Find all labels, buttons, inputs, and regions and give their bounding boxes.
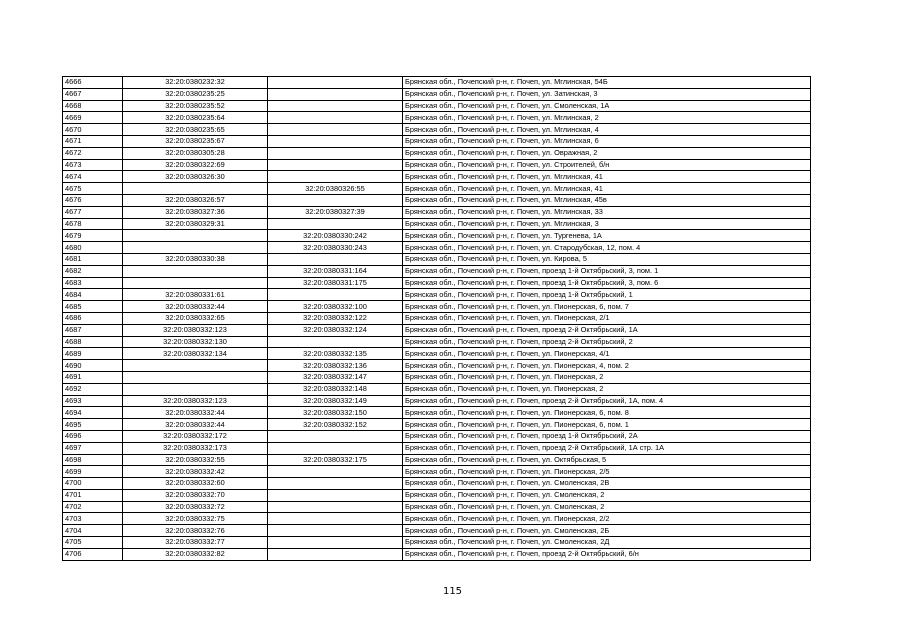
building-cadastral-number-cell: 32:20:0380327:39: [268, 206, 403, 218]
cadastral-number-cell: 32:20:0380329:31: [123, 218, 268, 230]
building-cadastral-number-cell: 32:20:0380332:175: [268, 454, 403, 466]
address-cell: Брянская обл., Почепский р-н, г. Почеп, ул. Октябрьская, 5: [403, 454, 811, 466]
page-number: 115: [442, 586, 463, 597]
row-number-cell: 4682: [63, 265, 123, 277]
table-row: [63, 454, 811, 466]
row-number-cell: 4697: [63, 442, 123, 454]
table-row: [63, 88, 811, 100]
row-number-cell: 4680: [63, 242, 123, 254]
row-number-cell: 4687: [63, 324, 123, 336]
table-row: [63, 336, 811, 348]
table-row: [63, 289, 811, 301]
cadastral-number-cell: [123, 277, 268, 289]
address-cell: Брянская обл., Почепский р-н, г. Почеп, проезд 2-й Октябрьский, 1А, пом. 4: [403, 395, 811, 407]
row-number-cell: 4683: [63, 277, 123, 289]
row-number-cell: 4701: [63, 489, 123, 501]
cadastral-number-cell: 32:20:0380232:32: [123, 77, 268, 89]
building-cadastral-number-cell: 32:20:0380332:147: [268, 371, 403, 383]
table-row: [63, 312, 811, 324]
row-number-cell: 4670: [63, 124, 123, 136]
cadastral-number-cell: 32:20:0380332:55: [123, 454, 268, 466]
table-row: [63, 407, 811, 419]
table-row: [63, 360, 811, 372]
address-cell: Брянская обл., Почепский р-н, г. Почеп, ул. Пионерская, 4/1: [403, 348, 811, 360]
building-cadastral-number-cell: [268, 159, 403, 171]
row-number-cell: 4675: [63, 183, 123, 195]
address-cell: Брянская обл., Почепский р-н, г. Почеп, ул. Мглинская, 33: [403, 206, 811, 218]
building-cadastral-number-cell: 32:20:0380331:175: [268, 277, 403, 289]
cadastral-number-cell: 32:20:0380332:82: [123, 548, 268, 560]
address-cell: Брянская обл., Почепский р-н, г. Почеп, проезд 2-й Октябрьский, 1А: [403, 324, 811, 336]
building-cadastral-number-cell: [268, 548, 403, 560]
row-number-cell: 4696: [63, 430, 123, 442]
cadastral-number-cell: 32:20:0380332:44: [123, 301, 268, 313]
building-cadastral-number-cell: 32:20:0380332:136: [268, 360, 403, 372]
cadastral-table: [62, 76, 811, 561]
building-cadastral-number-cell: [268, 537, 403, 549]
address-cell: Брянская обл., Почепский р-н, г. Почеп, ул. Строителей, б/н: [403, 159, 811, 171]
address-cell: Брянская обл., Почепский р-н, г. Почеп, ул. Мглинская, 2: [403, 112, 811, 124]
building-cadastral-number-cell: [268, 501, 403, 513]
cadastral-number-cell: 32:20:0380235:67: [123, 135, 268, 147]
table-row: [63, 489, 811, 501]
row-number-cell: 4704: [63, 525, 123, 537]
table-row: [63, 442, 811, 454]
row-number-cell: 4690: [63, 360, 123, 372]
address-cell: Брянская обл., Почепский р-н, г. Почеп, ул. Мглинская, 41: [403, 171, 811, 183]
building-cadastral-number-cell: [268, 336, 403, 348]
building-cadastral-number-cell: [268, 135, 403, 147]
cadastral-number-cell: 32:20:0380235:25: [123, 88, 268, 100]
cadastral-number-cell: [123, 183, 268, 195]
address-cell: Брянская обл., Почепский р-н, г. Почеп, ул. Пионерская, 4, пом. 2: [403, 360, 811, 372]
table-row: [63, 277, 811, 289]
row-number-cell: 4692: [63, 383, 123, 395]
cadastral-number-cell: 32:20:0380235:52: [123, 100, 268, 112]
row-number-cell: 4668: [63, 100, 123, 112]
building-cadastral-number-cell: [268, 171, 403, 183]
cadastral-number-cell: 32:20:0380332:123: [123, 324, 268, 336]
row-number-cell: 4702: [63, 501, 123, 513]
address-cell: Брянская обл., Почепский р-н, г. Почеп, ул. Пионерская, 6, пом. 1: [403, 419, 811, 431]
cadastral-number-cell: 32:20:0380332:60: [123, 478, 268, 490]
cadastral-number-cell: [123, 371, 268, 383]
table-row: [63, 478, 811, 490]
building-cadastral-number-cell: [268, 88, 403, 100]
building-cadastral-number-cell: [268, 489, 403, 501]
cadastral-number-cell: [123, 230, 268, 242]
table-row: [63, 501, 811, 513]
address-cell: Брянская обл., Почепский р-н, г. Почеп, ул. Овражная, 2: [403, 147, 811, 159]
row-number-cell: 4693: [63, 395, 123, 407]
address-cell: Брянская обл., Почепский р-н, г. Почеп, ул. Мглинская, 45в: [403, 194, 811, 206]
table-row: [63, 194, 811, 206]
row-number-cell: 4677: [63, 206, 123, 218]
table-row: [63, 112, 811, 124]
cadastral-number-cell: 32:20:0380332:173: [123, 442, 268, 454]
address-cell: Брянская обл., Почепский р-н, г. Почеп, проезд 1-й Октябрьский, 1: [403, 289, 811, 301]
row-number-cell: 4674: [63, 171, 123, 183]
cadastral-number-cell: 32:20:0380235:65: [123, 124, 268, 136]
address-cell: Брянская обл., Почепский р-н, г. Почеп, ул. Пионерская, 2/1: [403, 312, 811, 324]
building-cadastral-number-cell: 32:20:0380332:124: [268, 324, 403, 336]
building-cadastral-number-cell: 32:20:0380332:135: [268, 348, 403, 360]
building-cadastral-number-cell: 32:20:0380332:122: [268, 312, 403, 324]
table-row: [63, 525, 811, 537]
building-cadastral-number-cell: 32:20:0380332:149: [268, 395, 403, 407]
address-cell: Брянская обл., Почепский р-н, г. Почеп, ул. Мглинская, 54Б: [403, 77, 811, 89]
address-cell: Брянская обл., Почепский р-н, г. Почеп, ул. Кирова, 5: [403, 253, 811, 265]
building-cadastral-number-cell: [268, 430, 403, 442]
row-number-cell: 4695: [63, 419, 123, 431]
building-cadastral-number-cell: [268, 218, 403, 230]
address-cell: Брянская обл., Почепский р-н, г. Почеп, ул. Пионерская, 2/2: [403, 513, 811, 525]
table-row: [63, 183, 811, 195]
cadastral-number-cell: 32:20:0380332:130: [123, 336, 268, 348]
table-row: [63, 466, 811, 478]
cadastral-number-cell: 32:20:0380331:61: [123, 289, 268, 301]
address-cell: Брянская обл., Почепский р-н, г. Почеп, ул. Пионерская, 2: [403, 383, 811, 395]
address-cell: Брянская обл., Почепский р-н, г. Почеп, ул. Мглинская, 4: [403, 124, 811, 136]
cadastral-number-cell: 32:20:0380326:57: [123, 194, 268, 206]
building-cadastral-number-cell: [268, 147, 403, 159]
cadastral-number-cell: 32:20:0380332:77: [123, 537, 268, 549]
table-row: [63, 253, 811, 265]
row-number-cell: 4672: [63, 147, 123, 159]
building-cadastral-number-cell: 32:20:0380332:152: [268, 419, 403, 431]
address-cell: Брянская обл., Почепский р-н, г. Почеп, проезд 2-й Октябрьский, 6/н: [403, 548, 811, 560]
building-cadastral-number-cell: [268, 525, 403, 537]
address-cell: Брянская обл., Почепский р-н, г. Почеп, проезд 1-й Октябрьский, 3, пом. 1: [403, 265, 811, 277]
row-number-cell: 4669: [63, 112, 123, 124]
table-row: [63, 147, 811, 159]
cadastral-number-cell: 32:20:0380332:72: [123, 501, 268, 513]
cadastral-number-cell: 32:20:0380332:134: [123, 348, 268, 360]
table-row: [63, 124, 811, 136]
cadastral-number-cell: 32:20:0380332:172: [123, 430, 268, 442]
building-cadastral-number-cell: 32:20:0380326:55: [268, 183, 403, 195]
building-cadastral-number-cell: [268, 112, 403, 124]
row-number-cell: 4676: [63, 194, 123, 206]
address-cell: Брянская обл., Почепский р-н, г. Почеп, ул. Смоленская, 2В: [403, 478, 811, 490]
address-cell: Брянская обл., Почепский р-н, г. Почеп, ул. Мглинская, 3: [403, 218, 811, 230]
table-row: [63, 242, 811, 254]
building-cadastral-number-cell: [268, 100, 403, 112]
cadastral-number-cell: 32:20:0380332:42: [123, 466, 268, 478]
table-body: [63, 77, 811, 561]
building-cadastral-number-cell: [268, 124, 403, 136]
address-cell: Брянская обл., Почепский р-н, г. Почеп, ул. Мглинская, 6: [403, 135, 811, 147]
building-cadastral-number-cell: [268, 289, 403, 301]
row-number-cell: 4671: [63, 135, 123, 147]
table-row: [63, 537, 811, 549]
address-cell: Брянская обл., Почепский р-н, г. Почеп, ул. Смоленская, 2: [403, 489, 811, 501]
cadastral-number-cell: [123, 360, 268, 372]
table-row: [63, 265, 811, 277]
table-row: [63, 77, 811, 89]
row-number-cell: 4705: [63, 537, 123, 549]
table-row: [63, 513, 811, 525]
address-cell: Брянская обл., Почепский р-н, г. Почеп, проезд 2-й Октябрьский, 2: [403, 336, 811, 348]
table-row: [63, 419, 811, 431]
table-row: [63, 218, 811, 230]
address-cell: Брянская обл., Почепский р-н, г. Почеп, проезд 1-й Октябрьский, 3, пом. 6: [403, 277, 811, 289]
row-number-cell: 4694: [63, 407, 123, 419]
row-number-cell: 4689: [63, 348, 123, 360]
building-cadastral-number-cell: [268, 194, 403, 206]
address-cell: Брянская обл., Почепский р-н, г. Почеп, ул. Тургенева, 1А: [403, 230, 811, 242]
table-row: [63, 324, 811, 336]
building-cadastral-number-cell: 32:20:0380332:150: [268, 407, 403, 419]
row-number-cell: 4691: [63, 371, 123, 383]
row-number-cell: 4706: [63, 548, 123, 560]
address-cell: Брянская обл., Почепский р-н, г. Почеп, ул. Смоленская, 2: [403, 501, 811, 513]
building-cadastral-number-cell: 32:20:0380331:164: [268, 265, 403, 277]
address-cell: Брянская обл., Почепский р-н, г. Почеп, ул. Мглинская, 41: [403, 183, 811, 195]
cadastral-number-cell: 32:20:0380305:28: [123, 147, 268, 159]
cadastral-number-cell: 32:20:0380330:38: [123, 253, 268, 265]
building-cadastral-number-cell: [268, 77, 403, 89]
address-cell: Брянская обл., Почепский р-н, г. Почеп, ул. Пионерская, 2/5: [403, 466, 811, 478]
cadastral-number-cell: 32:20:0380332:70: [123, 489, 268, 501]
address-cell: Брянская обл., Почепский р-н, г. Почеп, проезд 1-й Октябрьский, 2А: [403, 430, 811, 442]
cadastral-number-cell: [123, 383, 268, 395]
table-row: [63, 171, 811, 183]
building-cadastral-number-cell: [268, 466, 403, 478]
address-cell: Брянская обл., Почепский р-н, г. Почеп, ул. Затинская, 3: [403, 88, 811, 100]
table-row: [63, 206, 811, 218]
address-cell: Брянская обл., Почепский р-н, г. Почеп, проезд 2-й Октябрьский, 1А стр. 1А: [403, 442, 811, 454]
building-cadastral-number-cell: [268, 478, 403, 490]
building-cadastral-number-cell: [268, 442, 403, 454]
address-cell: Брянская обл., Почепский р-н, г. Почеп, ул. Пионерская, 6, пом. 7: [403, 301, 811, 313]
cadastral-number-cell: 32:20:0380332:44: [123, 419, 268, 431]
address-cell: Брянская обл., Почепский р-н, г. Почеп, ул. Пионерская, 2: [403, 371, 811, 383]
row-number-cell: 4703: [63, 513, 123, 525]
cadastral-number-cell: 32:20:0380332:65: [123, 312, 268, 324]
cadastral-number-cell: 32:20:0380332:123: [123, 395, 268, 407]
cadastral-number-cell: [123, 265, 268, 277]
row-number-cell: 4684: [63, 289, 123, 301]
building-cadastral-number-cell: 32:20:0380332:148: [268, 383, 403, 395]
table-row: [63, 100, 811, 112]
building-cadastral-number-cell: 32:20:0380330:243: [268, 242, 403, 254]
table-row: [63, 135, 811, 147]
row-number-cell: 4699: [63, 466, 123, 478]
row-number-cell: 4688: [63, 336, 123, 348]
row-number-cell: 4698: [63, 454, 123, 466]
table-row: [63, 383, 811, 395]
table-row: [63, 371, 811, 383]
table-row: [63, 548, 811, 560]
table-row: [63, 230, 811, 242]
row-number-cell: 4666: [63, 77, 123, 89]
cadastral-number-cell: [123, 242, 268, 254]
address-cell: Брянская обл., Почепский р-н, г. Почеп, ул. Смоленская, 2Д: [403, 537, 811, 549]
table-row: [63, 301, 811, 313]
table-row: [63, 348, 811, 360]
cadastral-number-cell: 32:20:0380332:75: [123, 513, 268, 525]
table-row: [63, 395, 811, 407]
address-cell: Брянская обл., Почепский р-н, г. Почеп, ул. Смоленская, 1А: [403, 100, 811, 112]
cadastral-number-cell: 32:20:0380332:44: [123, 407, 268, 419]
row-number-cell: 4667: [63, 88, 123, 100]
row-number-cell: 4678: [63, 218, 123, 230]
building-cadastral-number-cell: [268, 253, 403, 265]
row-number-cell: 4700: [63, 478, 123, 490]
building-cadastral-number-cell: 32:20:0380330:242: [268, 230, 403, 242]
building-cadastral-number-cell: [268, 513, 403, 525]
table-row: [63, 159, 811, 171]
cadastral-number-cell: 32:20:0380326:30: [123, 171, 268, 183]
cadastral-number-cell: 32:20:0380322:69: [123, 159, 268, 171]
address-cell: Брянская обл., Почепский р-н, г. Почеп, ул. Стародубская, 12, пом. 4: [403, 242, 811, 254]
row-number-cell: 4685: [63, 301, 123, 313]
address-cell: Брянская обл., Почепский р-н, г. Почеп, ул. Пионерская, 6, пом. 8: [403, 407, 811, 419]
cadastral-number-cell: 32:20:0380332:76: [123, 525, 268, 537]
building-cadastral-number-cell: 32:20:0380332:100: [268, 301, 403, 313]
row-number-cell: 4681: [63, 253, 123, 265]
cadastral-number-cell: 32:20:0380235:64: [123, 112, 268, 124]
row-number-cell: 4679: [63, 230, 123, 242]
table-row: [63, 430, 811, 442]
row-number-cell: 4673: [63, 159, 123, 171]
row-number-cell: 4686: [63, 312, 123, 324]
cadastral-number-cell: 32:20:0380327:36: [123, 206, 268, 218]
address-cell: Брянская обл., Почепский р-н, г. Почеп, ул. Смоленская, 2Б: [403, 525, 811, 537]
